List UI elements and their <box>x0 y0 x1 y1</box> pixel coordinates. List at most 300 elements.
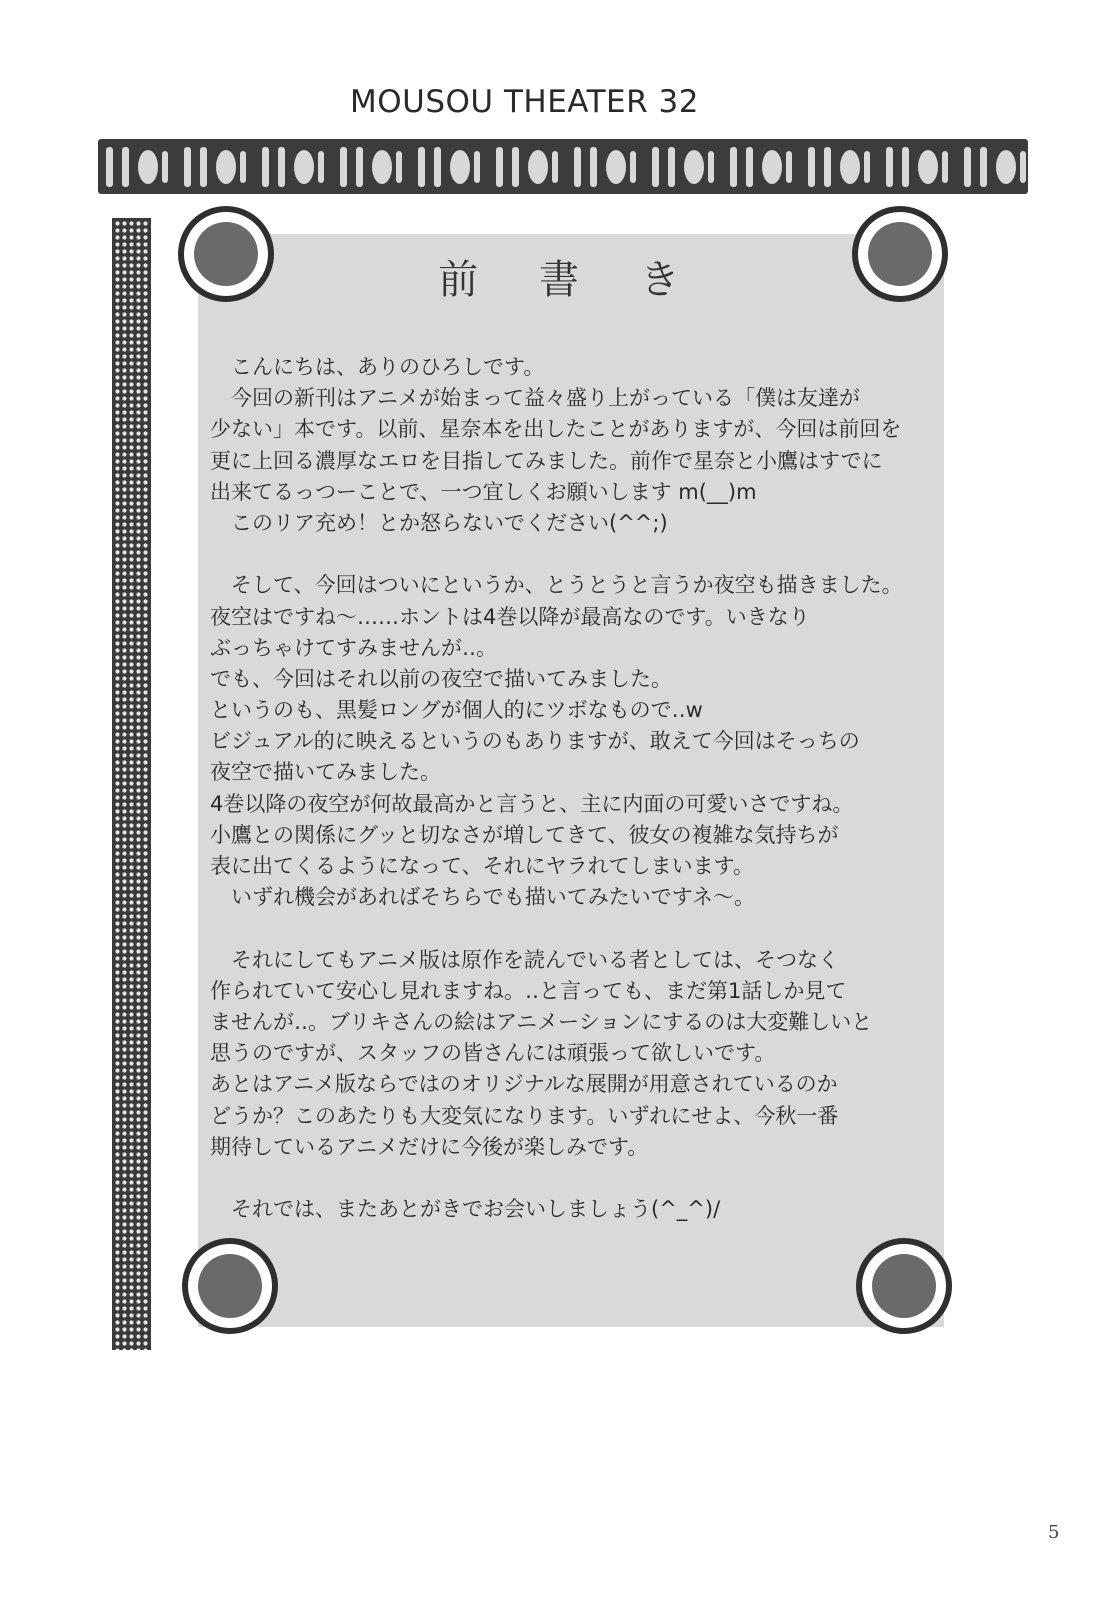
strip-dot <box>129 732 133 736</box>
strip-dot <box>122 907 126 911</box>
strip-dot <box>129 655 133 659</box>
strip-dot <box>115 1061 119 1065</box>
strip-dot <box>115 298 119 302</box>
strip-dot <box>122 648 126 652</box>
strip-dot <box>122 914 126 918</box>
strip-dot <box>129 1299 133 1303</box>
strip-dot <box>129 1180 133 1184</box>
strip-dot <box>143 529 147 533</box>
strip-dot <box>129 277 133 281</box>
strip-dot <box>129 375 133 379</box>
strip-dot <box>122 1257 126 1261</box>
strip-dot <box>136 669 140 673</box>
strip-dot <box>143 732 147 736</box>
strip-dot <box>143 1215 147 1219</box>
strip-dot <box>122 1306 126 1310</box>
strip-dot <box>129 648 133 652</box>
strip-dot <box>143 830 147 834</box>
strip-dot <box>143 473 147 477</box>
strip-dot <box>122 1103 126 1107</box>
text-line: 期待しているアニメだけに今後が楽しみです。 <box>210 1134 649 1159</box>
strip-dot <box>129 1285 133 1289</box>
strip-dot <box>115 1306 119 1310</box>
strip-dot <box>136 1278 140 1282</box>
band-ornament <box>262 147 269 187</box>
strip-dot <box>143 389 147 393</box>
strip-dot <box>136 1040 140 1044</box>
strip-dot <box>136 613 140 617</box>
strip-dot <box>129 662 133 666</box>
strip-dot <box>143 571 147 575</box>
strip-dot <box>143 487 147 491</box>
strip-dot <box>136 1026 140 1030</box>
strip-dot <box>122 837 126 841</box>
strip-dot <box>129 1159 133 1163</box>
strip-dot <box>122 683 126 687</box>
strip-dot <box>122 1089 126 1093</box>
strip-dot <box>122 676 126 680</box>
strip-dot <box>115 480 119 484</box>
strip-dot <box>122 564 126 568</box>
band-ornament <box>684 150 704 184</box>
strip-dot <box>136 1243 140 1247</box>
strip-dot <box>129 1320 133 1324</box>
strip-dot <box>136 802 140 806</box>
strip-dot <box>122 242 126 246</box>
strip-dot <box>129 879 133 883</box>
band-ornament <box>864 151 870 183</box>
strip-dot <box>129 816 133 820</box>
strip-dot <box>129 571 133 575</box>
strip-dot <box>143 963 147 967</box>
strip-dot <box>115 1054 119 1058</box>
strip-dot <box>136 592 140 596</box>
strip-dot <box>136 732 140 736</box>
strip-dot <box>129 424 133 428</box>
strip-dot <box>122 1292 126 1296</box>
strip-dot <box>136 942 140 946</box>
strip-dot <box>122 886 126 890</box>
strip-dot <box>136 963 140 967</box>
strip-dot <box>143 697 147 701</box>
strip-dot <box>129 1194 133 1198</box>
strip-dot <box>136 746 140 750</box>
strip-dot <box>136 1215 140 1219</box>
strip-dot <box>129 837 133 841</box>
strip-dot <box>122 1334 126 1338</box>
strip-dot <box>115 1089 119 1093</box>
strip-dot <box>115 501 119 505</box>
band-ornament <box>200 147 207 187</box>
strip-dot <box>129 746 133 750</box>
strip-dot <box>122 697 126 701</box>
band-ornament <box>574 147 581 187</box>
strip-dot <box>143 312 147 316</box>
strip-dot <box>129 1229 133 1233</box>
strip-dot <box>122 1061 126 1065</box>
strip-dot <box>115 319 119 323</box>
strip-dot <box>122 928 126 932</box>
strip-dot <box>143 1138 147 1142</box>
strip-dot <box>143 494 147 498</box>
text-line: 少ない」本です。以前、星奈本を出したことがありますが、今回は前回を <box>210 417 902 442</box>
strip-dot <box>136 431 140 435</box>
strip-dot <box>115 893 119 897</box>
strip-dot <box>122 753 126 757</box>
strip-dot <box>136 648 140 652</box>
strip-dot <box>136 466 140 470</box>
strip-dot <box>143 228 147 232</box>
strip-dot <box>129 774 133 778</box>
strip-dot <box>122 1215 126 1219</box>
strip-dot <box>129 914 133 918</box>
strip-dot <box>115 921 119 925</box>
strip-dot <box>129 753 133 757</box>
band-ornament <box>340 147 347 187</box>
strip-dot <box>129 935 133 939</box>
strip-dot <box>136 396 140 400</box>
strip-dot <box>143 1229 147 1233</box>
strip-dot <box>136 774 140 778</box>
strip-dot <box>122 1019 126 1023</box>
strip-dot <box>129 1166 133 1170</box>
strip-dot <box>129 1341 133 1345</box>
strip-dot <box>129 1257 133 1261</box>
strip-dot <box>115 473 119 477</box>
strip-dot <box>136 690 140 694</box>
band-ornament <box>996 150 1016 184</box>
strip-dot <box>129 1110 133 1114</box>
strip-dot <box>115 865 119 869</box>
strip-dot <box>143 669 147 673</box>
strip-dot <box>129 536 133 540</box>
strip-dot <box>122 935 126 939</box>
strip-dot <box>136 263 140 267</box>
strip-dot <box>122 249 126 253</box>
band-ornament <box>840 150 860 184</box>
strip-dot <box>115 718 119 722</box>
strip-dot <box>143 284 147 288</box>
strip-dot <box>115 578 119 582</box>
strip-dot <box>115 585 119 589</box>
strip-dot <box>115 627 119 631</box>
strip-dot <box>136 1005 140 1009</box>
strip-dot <box>136 865 140 869</box>
strip-dot <box>129 501 133 505</box>
strip-dot <box>122 977 126 981</box>
strip-dot <box>115 557 119 561</box>
strip-dot <box>115 417 119 421</box>
strip-dot <box>136 515 140 519</box>
text-line: どうか？このあたりも大変気になります。いずれにせよ、今秋一番 <box>210 1103 839 1128</box>
strip-dot <box>136 536 140 540</box>
strip-dot <box>143 1047 147 1051</box>
strip-dot <box>136 1180 140 1184</box>
strip-dot <box>143 1096 147 1100</box>
strip-dot <box>129 228 133 232</box>
strip-dot <box>115 1131 119 1135</box>
strip-dot <box>129 543 133 547</box>
strip-dot <box>129 410 133 414</box>
strip-dot <box>115 655 119 659</box>
strip-dot <box>143 438 147 442</box>
strip-dot <box>136 1285 140 1289</box>
strip-dot <box>129 557 133 561</box>
strip-dot <box>115 1278 119 1282</box>
strip-dot <box>122 319 126 323</box>
strip-dot <box>136 900 140 904</box>
strip-dot <box>122 354 126 358</box>
strip-dot <box>115 1019 119 1023</box>
strip-dot <box>136 284 140 288</box>
strip-dot <box>115 956 119 960</box>
strip-dot <box>143 1187 147 1191</box>
strip-dot <box>115 711 119 715</box>
strip-dot <box>122 991 126 995</box>
strip-dot <box>122 949 126 953</box>
text-line: 今回の新刊はアニメが始まって益々盛り上がっている「僕は友達が <box>210 386 860 411</box>
strip-dot <box>115 543 119 547</box>
strip-dot <box>122 970 126 974</box>
strip-dot <box>115 564 119 568</box>
strip-dot <box>115 977 119 981</box>
strip-dot <box>122 235 126 239</box>
strip-dot <box>129 921 133 925</box>
strip-dot <box>115 641 119 645</box>
strip-dot <box>136 893 140 897</box>
strip-dot <box>115 1012 119 1016</box>
strip-dot <box>129 361 133 365</box>
strip-dot <box>122 760 126 764</box>
strip-dot <box>136 984 140 988</box>
strip-dot <box>136 298 140 302</box>
strip-dot <box>129 368 133 372</box>
strip-dot <box>115 851 119 855</box>
strip-dot <box>129 452 133 456</box>
strip-dot <box>129 676 133 680</box>
strip-dot <box>136 333 140 337</box>
strip-dot <box>129 760 133 764</box>
band-ornament <box>138 150 158 184</box>
strip-dot <box>122 851 126 855</box>
strip-dot <box>122 823 126 827</box>
band-ornament <box>746 147 753 187</box>
strip-dot <box>136 424 140 428</box>
strip-dot <box>129 627 133 631</box>
strip-dot <box>122 312 126 316</box>
strip-dot <box>143 256 147 260</box>
strip-dot <box>143 746 147 750</box>
strip-dot <box>129 1033 133 1037</box>
strip-dot <box>143 1110 147 1114</box>
strip-dot <box>115 1187 119 1191</box>
strip-dot <box>115 487 119 491</box>
strip-dot <box>115 746 119 750</box>
strip-dot <box>129 1124 133 1128</box>
strip-dot <box>143 298 147 302</box>
strip-dot <box>136 872 140 876</box>
strip-dot <box>115 347 119 351</box>
strip-dot <box>122 1264 126 1268</box>
strip-dot <box>129 942 133 946</box>
band-ornament <box>184 147 191 187</box>
strip-dot <box>129 893 133 897</box>
strip-dot <box>143 1152 147 1156</box>
strip-dot <box>129 984 133 988</box>
strip-dot <box>129 1173 133 1177</box>
strip-dot <box>143 991 147 995</box>
strip-dot <box>122 1033 126 1037</box>
strip-dot <box>143 690 147 694</box>
strip-dot <box>115 1285 119 1289</box>
strip-dot <box>122 1005 126 1009</box>
strip-dot <box>129 1152 133 1156</box>
strip-dot <box>115 466 119 470</box>
strip-dot <box>143 1236 147 1240</box>
strip-dot <box>143 242 147 246</box>
text-line: いずれ機会があればそちらでも描いてみたいですネ～。 <box>210 885 755 910</box>
strip-dot <box>136 858 140 862</box>
strip-dot <box>122 578 126 582</box>
strip-dot <box>136 1257 140 1261</box>
strip-dot <box>143 753 147 757</box>
text-line: 夜空はですね～‥‥‥ホントは4巻以降が最高なのです。いきなり <box>210 604 810 629</box>
strip-dot <box>122 704 126 708</box>
strip-dot <box>143 655 147 659</box>
band-ornament <box>372 150 392 184</box>
strip-dot <box>129 347 133 351</box>
strip-dot <box>115 1327 119 1331</box>
strip-dot <box>129 739 133 743</box>
strip-dot <box>129 487 133 491</box>
strip-dot <box>129 711 133 715</box>
strip-dot <box>115 1096 119 1100</box>
strip-dot <box>115 396 119 400</box>
strip-dot <box>122 1271 126 1275</box>
strip-dot <box>129 480 133 484</box>
strip-dot <box>122 830 126 834</box>
strip-dot <box>129 669 133 673</box>
strip-dot <box>115 774 119 778</box>
text-line: こんにちは、ありのひろしです。 <box>210 355 545 379</box>
strip-dot <box>122 298 126 302</box>
strip-dot <box>136 879 140 883</box>
foreword-heading: 前 書 き <box>438 257 704 303</box>
strip-dot <box>143 872 147 876</box>
strip-dot <box>143 1033 147 1037</box>
strip-dot <box>136 809 140 813</box>
strip-dot <box>122 1180 126 1184</box>
strip-dot <box>129 515 133 519</box>
strip-dot <box>136 1320 140 1324</box>
strip-dot <box>129 1138 133 1142</box>
strip-dot <box>136 816 140 820</box>
strip-dot <box>122 1145 126 1149</box>
strip-dot <box>143 1075 147 1079</box>
strip-dot <box>136 459 140 463</box>
strip-dot <box>122 942 126 946</box>
strip-dot <box>143 319 147 323</box>
strip-dot <box>122 767 126 771</box>
strip-dot <box>143 970 147 974</box>
strip-dot <box>129 1096 133 1100</box>
strip-dot <box>136 382 140 386</box>
strip-dot <box>115 1194 119 1198</box>
band-ornament <box>318 151 324 183</box>
strip-dot <box>122 1327 126 1331</box>
strip-dot <box>136 1299 140 1303</box>
strip-dot <box>143 501 147 505</box>
strip-dot <box>136 249 140 253</box>
strip-dot <box>143 907 147 911</box>
strip-dot <box>129 291 133 295</box>
paragraph-1 <box>210 352 938 539</box>
strip-dot <box>115 1229 119 1233</box>
strip-dot <box>115 739 119 743</box>
strip-dot <box>143 767 147 771</box>
text-line: それでは、またあとがきでお会いしましょう(^_^)/ <box>210 1197 721 1222</box>
decorative-top-band <box>98 139 1028 194</box>
strip-dot <box>136 228 140 232</box>
strip-dot <box>115 361 119 365</box>
strip-dot <box>115 1334 119 1338</box>
band-pattern <box>98 139 1028 194</box>
strip-dot <box>122 361 126 365</box>
strip-dot <box>143 221 147 225</box>
strip-dot <box>136 662 140 666</box>
strip-dot <box>129 270 133 274</box>
strip-dot <box>122 536 126 540</box>
strip-dot <box>136 956 140 960</box>
strip-dot <box>129 473 133 477</box>
strip-dot <box>143 634 147 638</box>
strip-dot <box>122 725 126 729</box>
strip-dot <box>136 991 140 995</box>
strip-dot <box>129 1313 133 1317</box>
strip-dot <box>115 683 119 687</box>
strip-dot <box>115 438 119 442</box>
strip-dot <box>122 1208 126 1212</box>
strip-dot <box>143 1285 147 1289</box>
band-ornament <box>668 147 675 187</box>
strip-dot <box>136 312 140 316</box>
strip-dot <box>115 858 119 862</box>
strip-dot <box>122 1173 126 1177</box>
strip-dot <box>136 1334 140 1338</box>
strip-dot <box>143 1005 147 1009</box>
strip-dot <box>143 1271 147 1275</box>
strip-dot <box>143 1089 147 1093</box>
strip-dot <box>122 802 126 806</box>
strip-dot <box>143 613 147 617</box>
strip-dot <box>143 760 147 764</box>
strip-dot <box>136 277 140 281</box>
strip-dot <box>115 1320 119 1324</box>
strip-dot <box>129 956 133 960</box>
strip-dot <box>115 1068 119 1072</box>
strip-dot <box>115 648 119 652</box>
strip-dot <box>129 564 133 568</box>
strip-dot <box>136 599 140 603</box>
strip-dot <box>143 1250 147 1254</box>
strip-dot <box>143 662 147 666</box>
strip-dot <box>115 354 119 358</box>
strip-dot <box>115 305 119 309</box>
strip-dot <box>136 1033 140 1037</box>
strip-dot <box>136 578 140 582</box>
strip-dot <box>143 235 147 239</box>
strip-dot <box>143 361 147 365</box>
